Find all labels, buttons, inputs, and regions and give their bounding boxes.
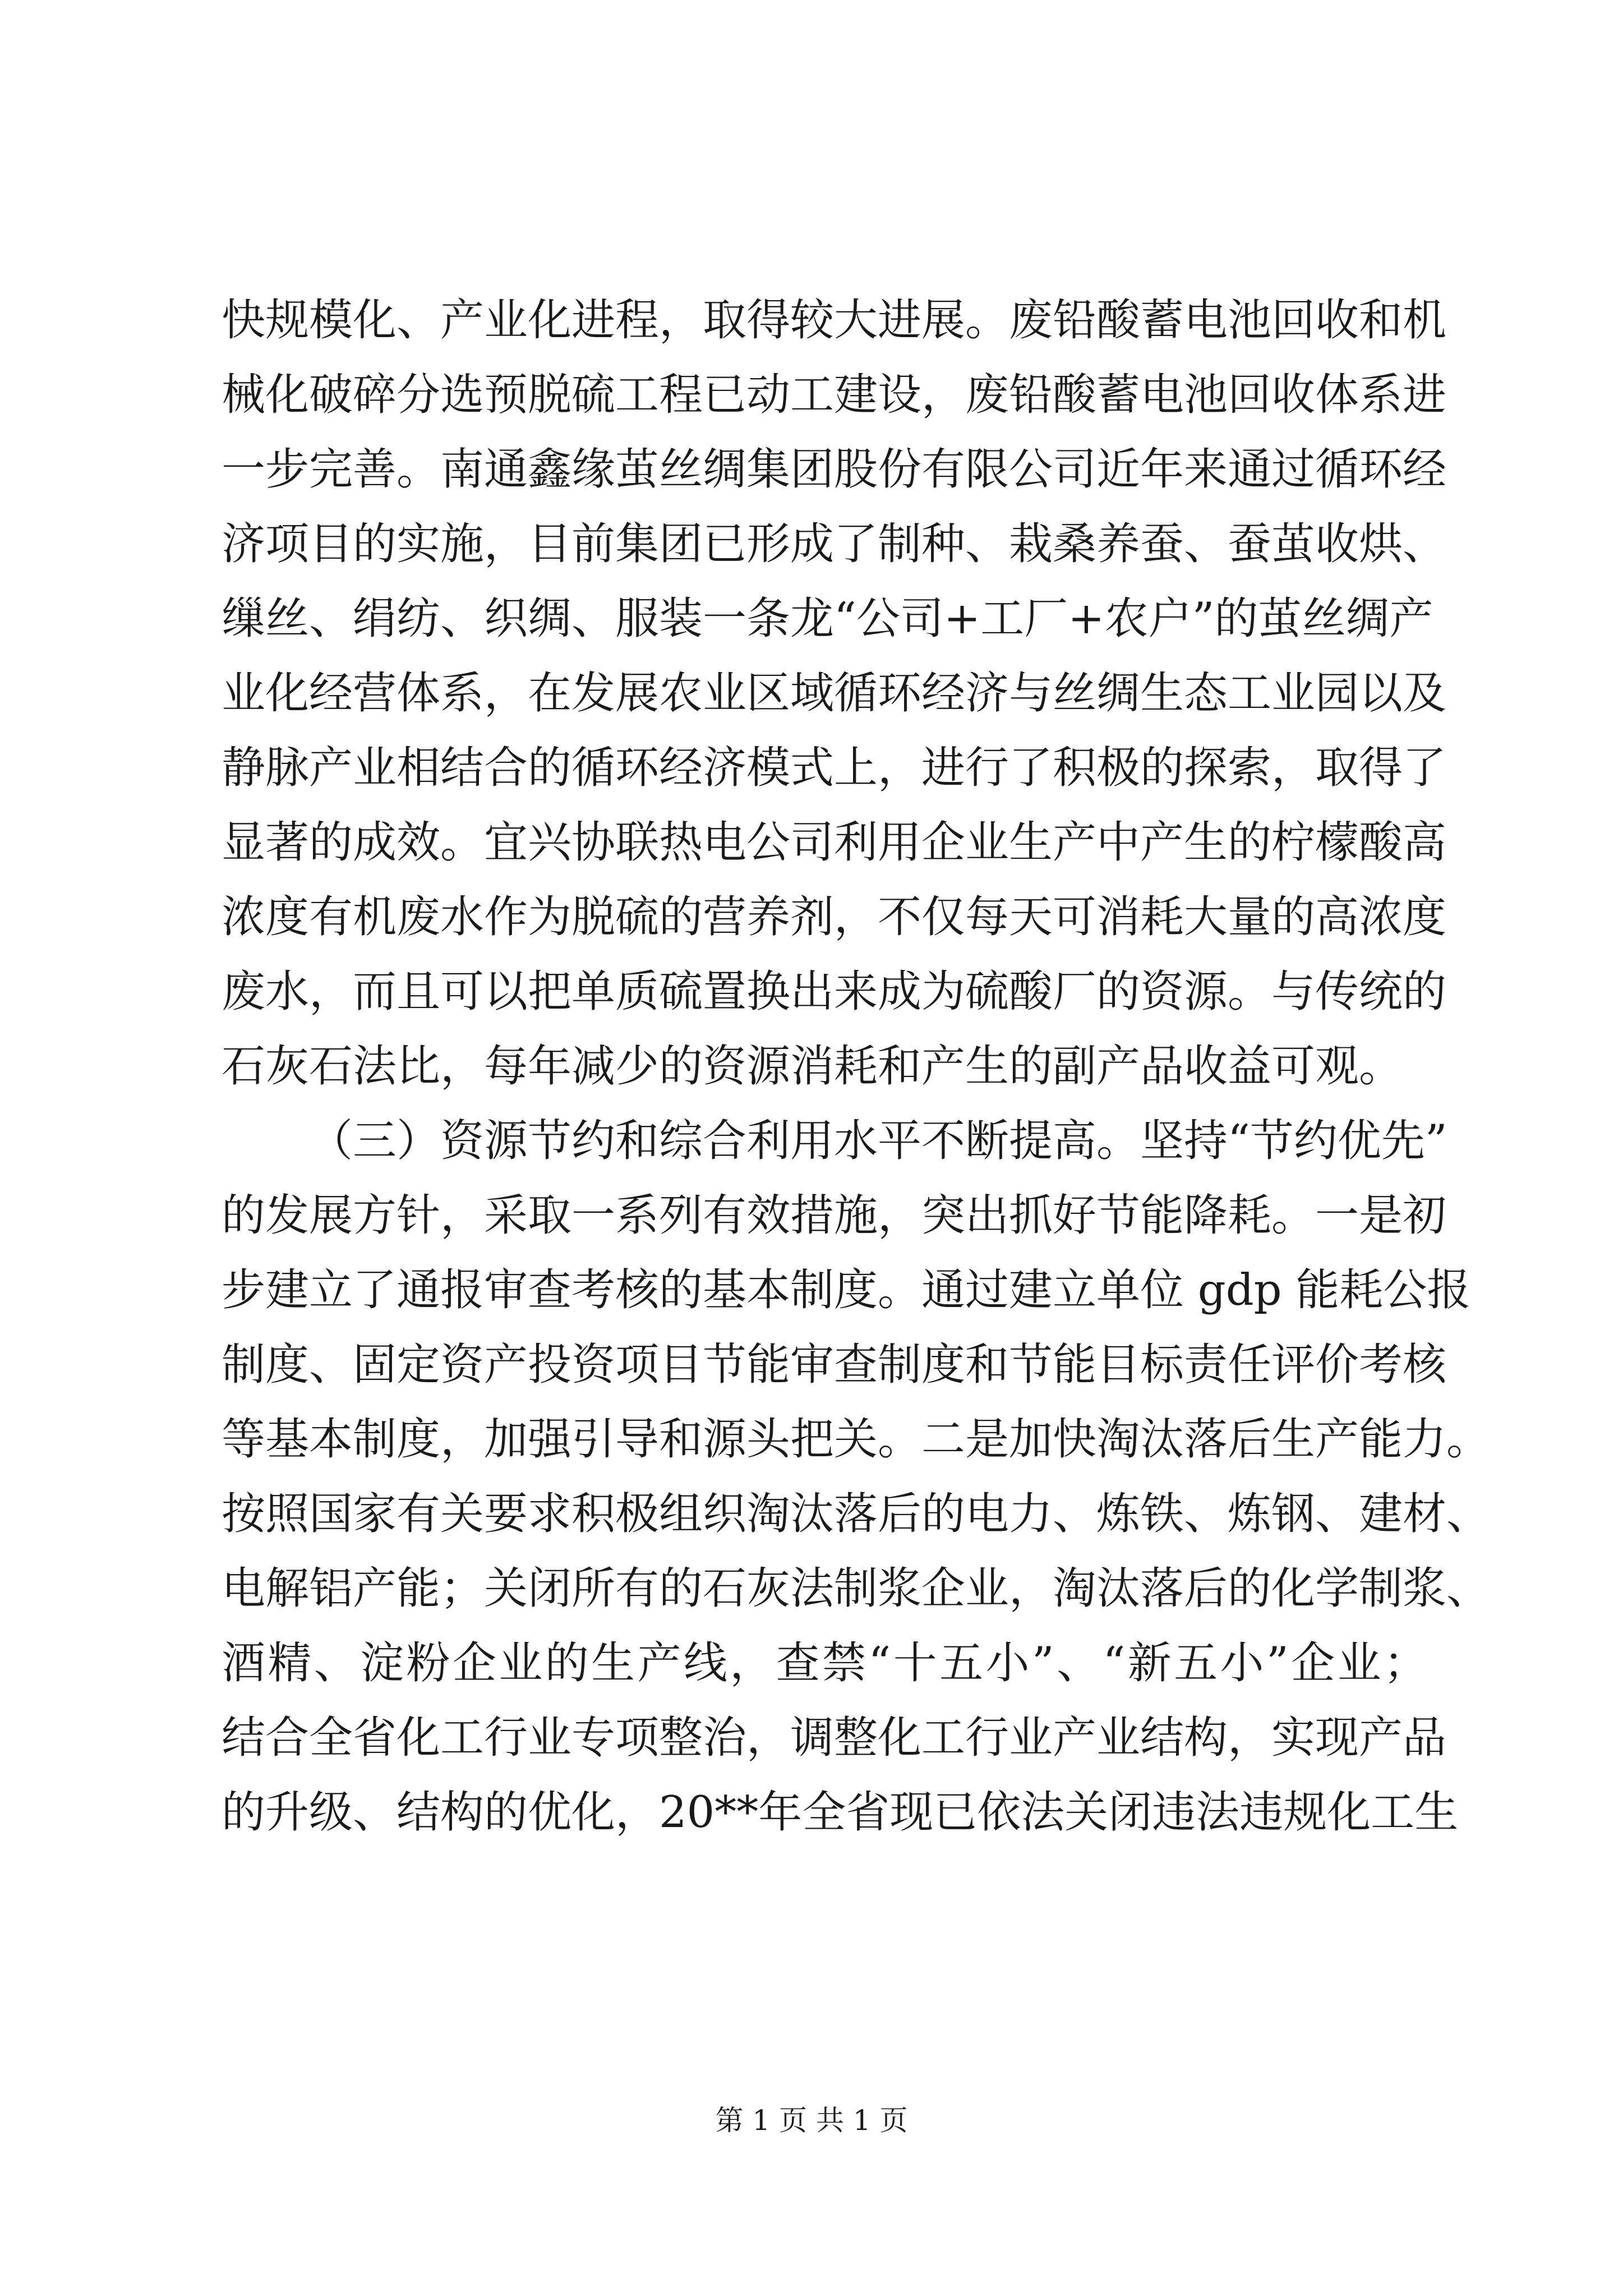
text-line: 浓度有机废水作为脱硫的营养剂，不仅每天可消耗大量的高浓度 (222, 892, 1447, 942)
text-line: 制度、固定资产投资项目节能审查制度和节能目标责任评价考核 (222, 1340, 1447, 1390)
text-line: 电解铝产能；关闭所有的石灰法制浆企业，淘汰落后的化学制浆、 (222, 1563, 1491, 1614)
paragraph-start-line: （三）资源节约和综合利用水平不断提高。坚持“节约优先” (309, 1116, 1447, 1166)
text-line: 的升级、结构的优化，20**年全省现已依法关闭违法违规化工生 (222, 1787, 1459, 1838)
text-line: 结合全省化工行业专项整治，调整化工行业产业结构，实现产品 (222, 1713, 1447, 1763)
text-line: 步建立了通报审查考核的基本制度。通过建立单位 gdp 能耗公报 (222, 1265, 1471, 1315)
text-line: 废水，而且可以把单质硫置换出来成为硫酸厂的资源。与传统的 (222, 967, 1447, 1017)
body-text (222, 283, 1491, 1850)
text-line: 按照国家有关要求积极组织淘汰落后的电力、炼铁、炼钢、建材、 (222, 1489, 1491, 1539)
text-line: 械化破碎分选预脱硫工程已动工建设，废铅酸蓄电池回收体系进 (222, 370, 1447, 420)
text-line: 静脉产业相结合的循环经济模式上，进行了积极的探索，取得了 (222, 743, 1447, 793)
text-line: 石灰石法比，每年减少的资源消耗和产生的副产品收益可观。 (222, 1041, 1403, 1092)
text-line: 济项目的实施，目前集团已形成了制种、栽桑养蚕、蚕茧收烘、 (222, 519, 1447, 569)
page-footer: 第 1 页 共 1 页 (715, 2104, 908, 2137)
text-line: 缫丝、绢纺、织绸、服装一条龙“公司+工厂+农户”的茧丝绸产 (222, 593, 1433, 644)
text-line: 的发展方针，采取一系列有效措施，突出抓好节能降耗。一是初 (222, 1190, 1447, 1241)
text-line: 快规模化、产业化进程，取得较大进展。废铅酸蓄电池回收和机 (222, 295, 1447, 346)
text-line: 一步完善。南通鑫缘茧丝绸集团股份有限公司近年来通过循环经 (222, 444, 1447, 495)
text-line: 业化经营体系，在发展农业区域循环经济与丝绸生态工业园以及 (222, 668, 1447, 719)
text-line: 酒精、淀粉企业的生产线，查禁“十五小”、“新五小”企业； (222, 1638, 1427, 1688)
text-line: 等基本制度，加强引导和源头把关。二是加快淘汰落后生产能力。 (222, 1414, 1491, 1465)
text-line: 显著的成效。宜兴协联热电公司利用企业生产中产生的柠檬酸高 (222, 817, 1447, 868)
